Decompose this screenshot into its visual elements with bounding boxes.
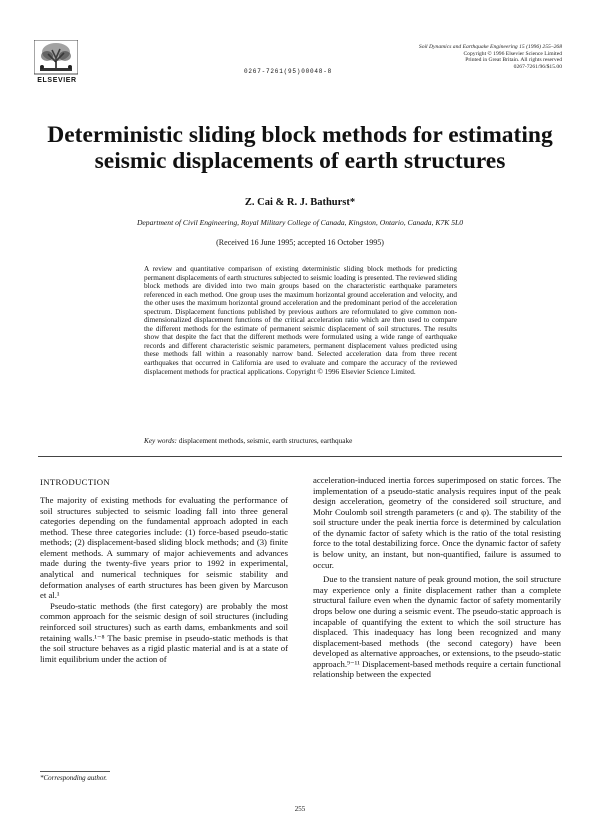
section-divider <box>38 456 562 457</box>
abstract: A review and quantitative comparison of existing deterministic sliding block methods for predicting permanent displacements of earth structures subjected to seismic loading is presented. The reviewed sliding block methods are divided into two main groups based on the characteristic earthquake parameters referenced in each method. One group uses the maximum horizontal ground acceleration and velocity, and the other uses the maximum horizontal ground acceleration and the predominant period of the acceleration spectrum. Displacement functions published by previous authors are reformulated to give common non-dimensionalized displacement functions of the critical acceleration ratio which are then used to compare the different methods for the estimate of permanent seismic displacement of soil structures. The results show that despite the fact that the different methods were formulated using a wide range of earthquake records and different characteristic seismic parameters, permanent displacement values predicted using these methods fall within a reasonably narrow band. Selected acceleration data from three recent earthquakes that occurred in California are used to evaluate and compare the accuracy of the reviewed displacement methods for practical applications. Copyright © 1996 Elsevier Science Limited. <box>144 265 457 376</box>
paragraph: Due to the transient nature of peak ground motion, the soil structure may experience only a finite displacement rather than a complete structural failure even when the dynamic factor of safety momentarily drops below one during a seismic event. The pseudo-static approach is incapable of quantifying the extent to which the soil structure has displaced. This inadequacy has long been recognized and many displacement-based methods (the second category) have been developed as alternative approaches, or extensions, to the pseudo-static approach.⁹⁻¹¹ Displacement-based methods require a certain functional relationship between the expected <box>313 574 561 680</box>
publisher-name: ELSEVIER <box>37 77 77 84</box>
printed-line: Printed in Great Britain. All rights reserved <box>465 57 562 64</box>
issn-price: 0267-7261/96/$15.00 <box>513 63 562 70</box>
section-heading-introduction: INTRODUCTION <box>40 477 111 487</box>
keywords-list: displacement methods, seismic, earth structures, earthquake <box>178 437 353 445</box>
keywords <box>144 437 457 446</box>
author-affiliation: Department of Civil Engineering, Royal Military College of Canada, Kingston, Ontario, Canada, K7K 5L0 <box>136 218 464 227</box>
body-column-right <box>313 475 561 680</box>
footnote-divider <box>40 771 110 772</box>
paragraph: acceleration-induced inertia forces superimposed on static forces. The implementation of a pseudo-static analysis requires input of the peak design acceleration, geometry of the considered soil structure, and Mohr Coulomb soil strength parameters (c and φ). The stability of the soil structure under the peak inertia force is determined by calculation of the dynamic factor of safety which is the ratio of the total resisting force to the total destabilizing force. Once the dynamic factor of safety is below unity, an instant, but non-quantified, failure is assumed to occur. <box>313 475 561 570</box>
paper-title: Deterministic sliding block methods for estimating seismic displacements of earth structures <box>47 122 553 174</box>
journal-citation: Soil Dynamics and Earthquake Engineering 15 (1996) 255–268 <box>418 44 562 50</box>
body-column-left <box>40 495 288 664</box>
footnote: *Corresponding author. <box>40 774 108 782</box>
paper-authors: Z. Cai & R. J. Bathurst* <box>244 197 356 208</box>
received-dates: (Received 16 June 1995; accepted 16 October 1995) <box>216 238 384 247</box>
page-number: 255 <box>294 805 306 813</box>
paragraph: Pseudo-static methods (the first category) are probably the most common approach for the seismic design of soil structures (including reinforced soil structures) such as earth dams, embankments and soil retaining walls.¹⁻⁸ The basic premise in pseudo-static methods is that the soil structure behaves as a rigid plastic material and is at a state of limit equilibrium under the action of <box>40 600 288 664</box>
copyright-line: Copyright © 1996 Elsevier Science Limited <box>463 50 562 57</box>
document-code: 0267-7261(95)00048-8 <box>244 68 333 75</box>
paragraph: The majority of existing methods for evaluating the performance of soil structures subjected to seismic loading fall into three general categories depending on the fundamental approach adopted in each method. These three categories include: (1) force-based pseudo-static methods; (2) displacement-based sliding block methods; and (3) finite element methods. A summary of major achievements and advances made during the twenty-five years prior to 1992 in experimental, analytical and numerical techniques for seismic stability and deformation analyses of earth structures has been given by Marcuson et al.¹ <box>40 495 288 601</box>
keywords-label: Key words: <box>144 437 177 445</box>
journal-header <box>300 44 562 70</box>
